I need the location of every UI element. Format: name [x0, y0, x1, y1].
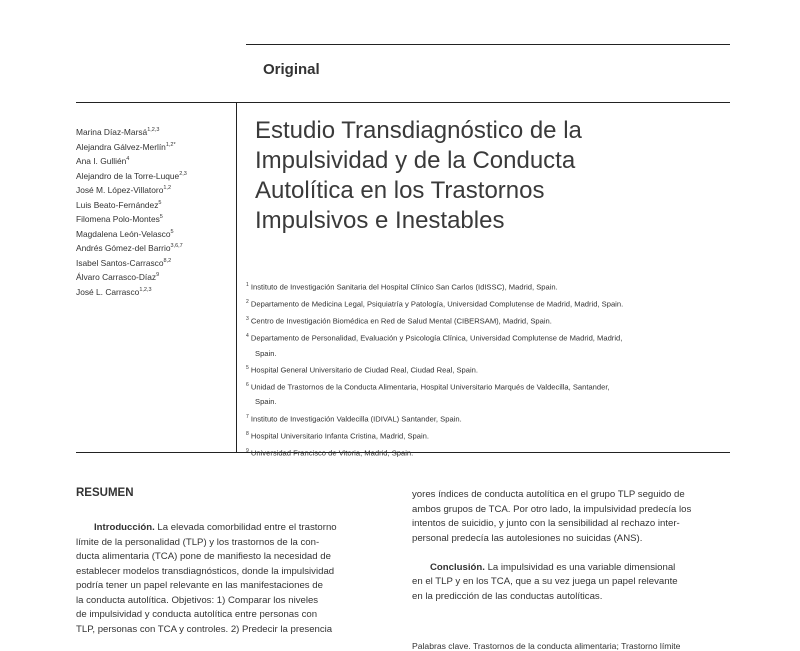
- abstract-line: la conducta autolítica. Objetivos: 1) Comparar los niveles: [76, 594, 319, 606]
- title-line: Impulsivos e Inestables: [255, 207, 505, 234]
- affiliation-text: Universidad Francisco de Vitoria, Madrid, Spain.: [250, 448, 414, 458]
- author-affiliation-marks: 9: [156, 272, 160, 278]
- title-line: Estudio Transdiagnóstico de la: [255, 117, 582, 144]
- author-item: [76, 240, 236, 255]
- affiliation-line: [246, 378, 716, 395]
- author-item: [76, 284, 236, 299]
- intro-first-text: La elevada comorbilidad entre el trastorno: [154, 522, 337, 533]
- affiliation-text: Departamento de Personalidad, Evaluación y Psicología Clínica, Universidad Complutense de Madrid, Madrid,: [250, 333, 623, 343]
- affiliation-line: [246, 312, 716, 329]
- author-name: Magdalena León-Velasco: [76, 228, 171, 239]
- affiliation-line: [246, 410, 716, 427]
- affiliation-number: 3: [246, 316, 249, 323]
- author-name: Marina Díaz-Marsá: [76, 126, 148, 137]
- author-item: [76, 255, 236, 270]
- abstract-line: podría tener un papel relevante en las manifestaciones de: [76, 580, 323, 591]
- abstract-line: en el TLP y en los TCA, que a su vez juega un papel relevante: [412, 576, 678, 587]
- affiliation-line: [246, 329, 716, 346]
- intro-first-line: [76, 521, 390, 536]
- conclusion-first-text: La impulsividad es una variable dimensional: [484, 561, 676, 573]
- header-bottom-rule: [76, 102, 730, 103]
- author-name: Ana I. Gullién: [76, 155, 127, 166]
- author-item: [76, 153, 236, 168]
- author-affiliation-marks: 1,2,3: [147, 127, 160, 133]
- author-name: Alejandro de la Torre-Luque: [76, 170, 180, 181]
- author-item: [76, 211, 236, 226]
- section-label: Original: [263, 61, 320, 78]
- author-name: Filomena Polo-Montes: [76, 213, 160, 224]
- author-affiliation-marks: 5: [159, 214, 163, 220]
- title-line: Impulsividad y de la Conducta: [255, 147, 576, 174]
- abstract-line: límite de la personalidad (TLP) y los trastornos de la con-: [76, 536, 320, 548]
- affiliation-text: Unidad de Trastornos de la Conducta Alimentaria, Hospital Universitario Marqués de Valdecilla, Santander,: [250, 382, 610, 392]
- author-name: Andrés Gómez-del Barrio: [76, 242, 171, 253]
- author-affiliation-marks: 1,2,3: [139, 286, 152, 293]
- intro-label: Introducción.: [94, 522, 155, 533]
- abstract-line: ambos grupos de TCA. Por otro lado, la impulsividad predecía los: [412, 503, 692, 515]
- author-affiliation-marks: 1,2*: [165, 141, 176, 148]
- abstract-heading: RESUMEN: [76, 487, 134, 499]
- affiliation-line: [246, 347, 716, 362]
- affiliation-number: 8: [246, 431, 249, 438]
- affiliation-text: Spain.: [255, 348, 277, 358]
- author-item: [76, 139, 236, 154]
- affiliation-line: [246, 395, 716, 410]
- abstract-line: intentos de suicidio, y junto con la sensibilidad al rechazo inter-: [412, 518, 680, 529]
- affiliation-line: [246, 427, 716, 444]
- abstract-line: TLP, personas con TCA y controles. 2) Predecir la presencia: [76, 623, 333, 635]
- author-affiliation-marks: 1,2: [163, 185, 172, 191]
- affiliation-number: 2: [246, 299, 249, 306]
- author-item: [76, 197, 236, 212]
- abstract-line: personal predecía las autolesiones no suicidas (ANS).: [412, 532, 643, 544]
- abstract-line: de impulsividad y conducta autolítica entre personas con: [76, 609, 318, 620]
- affiliation-text: Departamento de Medicina Legal, Psiquiatría y Patología, Universidad Complutense de Madrid, Madrid, Spain.: [250, 299, 624, 309]
- abstract-line: ducta alimentaria (TCA) pone de manifiesto la necesidad de: [76, 551, 331, 562]
- author-item: [76, 168, 236, 183]
- affiliation-line: [246, 444, 716, 461]
- author-affiliation-marks: 8,2: [163, 257, 172, 264]
- affiliation-line: [246, 278, 716, 295]
- author-affiliation-marks: 5: [170, 228, 174, 235]
- affiliation-text: Hospital General Universitario de Ciudad Real, Ciudad Real, Spain.: [250, 365, 478, 375]
- header-top-rule: [246, 44, 730, 45]
- author-item: [76, 226, 236, 241]
- abstract-line: en la predicción de las conductas autolíticas.: [412, 590, 603, 602]
- affiliation-text: Spain.: [255, 397, 277, 407]
- affiliation-list: [246, 278, 716, 461]
- author-affiliation-marks: 3,6,7: [170, 243, 183, 249]
- author-name: Alejandra Gálvez-Merlín: [76, 141, 166, 152]
- conclusion-first-line: [412, 561, 730, 576]
- title-line: Autolítica en los Trastornos: [255, 177, 545, 204]
- keywords-line: Palabras clave. Trastornos de la conducta alimentaria; Trastorno límite: [412, 641, 681, 651]
- article-title: [255, 116, 725, 236]
- author-divider-rule: [236, 102, 237, 452]
- affiliation-number: 4: [246, 333, 249, 340]
- author-item: [76, 269, 236, 284]
- conclusion-label: Conclusión.: [430, 561, 485, 573]
- affiliation-number: 5: [246, 365, 249, 372]
- abstract-line: yores índices de conducta autolítica en el grupo TLP seguido de: [412, 489, 685, 500]
- author-name: José L. Carrasco: [76, 286, 140, 297]
- author-list: [76, 124, 236, 298]
- affiliation-line: [246, 361, 716, 378]
- author-affiliation-marks: 5: [158, 199, 162, 206]
- affiliation-text: Hospital Universitario Infanta Cristina, Madrid, Spain.: [250, 431, 430, 441]
- author-item: [76, 182, 236, 197]
- author-name: Isabel Santos-Carrasco: [76, 257, 164, 268]
- affiliation-text: Instituto de Investigación Valdecilla (IDIVAL) Santander, Spain.: [250, 414, 462, 424]
- abstract-line: establecer modelos transdiagnósticos, donde la impulsividad: [76, 565, 335, 577]
- affiliation-number: 7: [246, 413, 249, 420]
- affiliation-line: [246, 295, 716, 312]
- abstract-right-column: [412, 488, 730, 604]
- affiliation-text: Instituto de Investigación Sanitaria del Hospital Clínico San Carlos (IdISSC), Madrid, Spain.: [250, 282, 558, 292]
- affiliation-text: Centro de Investigación Biomédica en Red de Salud Mental (CIBERSAM), Madrid, Spain.: [250, 316, 552, 326]
- author-name: José M. López-Villatoro: [76, 184, 164, 195]
- author-item: [76, 124, 236, 139]
- affiliation-number: 1: [246, 282, 249, 288]
- affiliation-number: 6: [246, 382, 249, 389]
- abstract-left-column: [76, 521, 390, 637]
- affiliation-number: 9: [246, 448, 249, 455]
- author-affiliation-marks: 4: [126, 156, 130, 162]
- author-affiliation-marks: 2,3: [179, 170, 187, 177]
- author-name: Luis Beato-Fernández: [76, 199, 159, 210]
- author-name: Álvaro Carrasco-Díaz: [76, 271, 157, 282]
